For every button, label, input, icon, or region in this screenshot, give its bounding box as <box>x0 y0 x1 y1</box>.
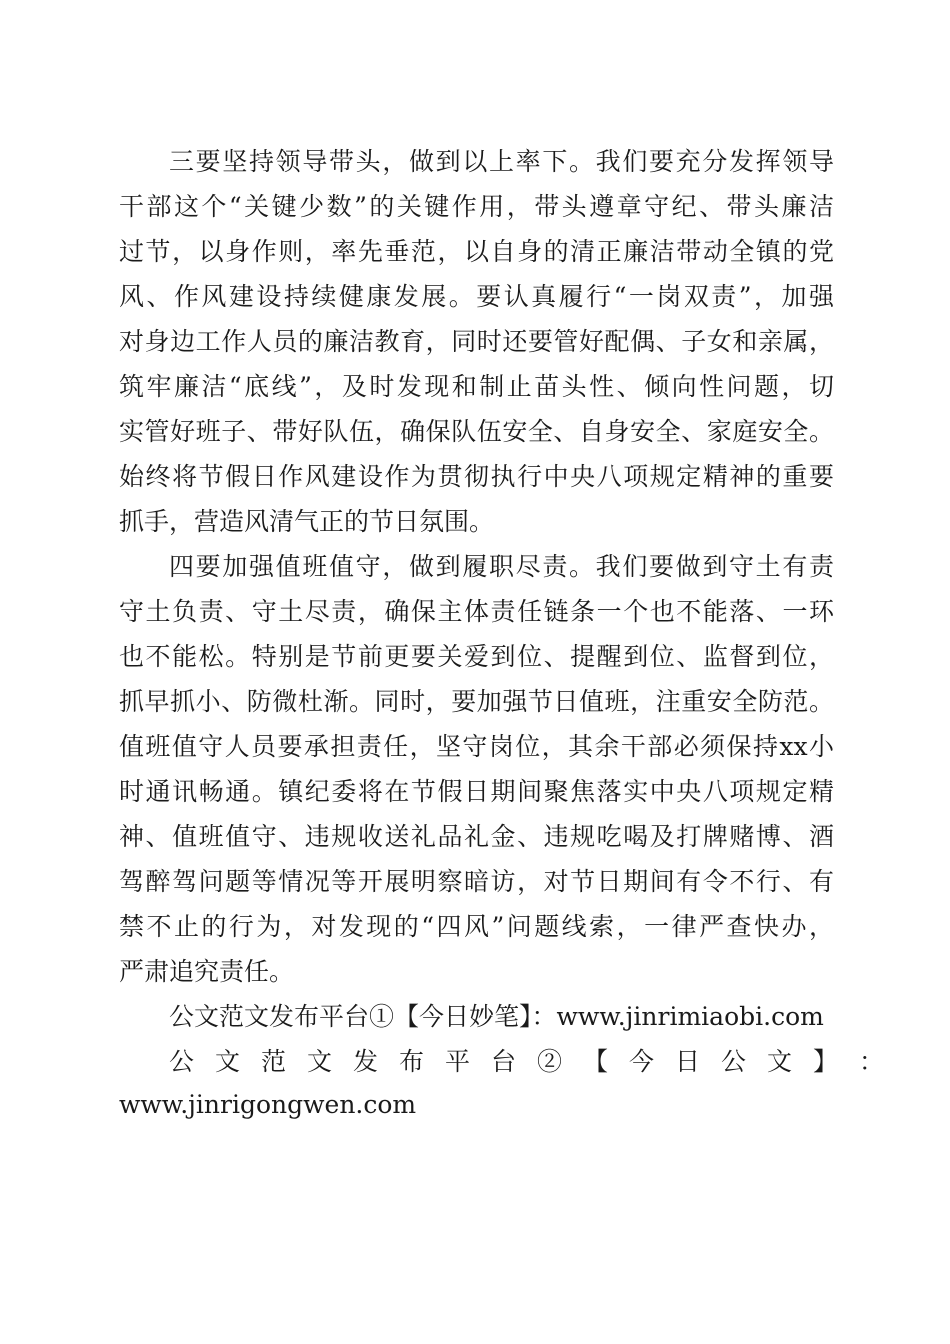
paragraph-leadership <box>119 139 834 544</box>
paragraph-line: 驾醉驾问题等情况等开展明察暗访，对节日期间有令不行、有 <box>119 867 834 896</box>
paragraph-line: 对身边工作人员的廉洁教育，同时还要管好配偶、子女和亲属， <box>119 327 834 356</box>
paragraph-duty <box>119 544 834 994</box>
platform-link-2-url: www.jinrigongwen.com <box>119 1090 417 1119</box>
paragraph-line: 抓早抓小、防微杜渐。同时，要加强节日值班，注重安全防范。 <box>119 687 834 716</box>
paragraph-line: 严肃追究责任。 <box>119 957 295 986</box>
paragraph-line: 禁不止的行为，对发现的“四风”问题线索，一律严查快办， <box>119 912 834 941</box>
paragraph-line: 值班值守人员要承担责任，坚守岗位，其余干部必须保持xx小 <box>119 732 834 761</box>
paragraph-line: 也不能松。特别是节前更要关爱到位、提醒到位、监督到位， <box>119 642 834 671</box>
paragraph-line: 过节，以身作则，率先垂范，以自身的清正廉洁带动全镇的党 <box>119 237 834 266</box>
paragraph-line: 四要加强值班值守，做到履职尽责。我们要做到守土有责 <box>169 552 834 581</box>
paragraph-line: 时通讯畅通。镇纪委将在节假日期间聚焦落实中央八项规定精 <box>119 777 834 806</box>
paragraph-line: 筑牢廉洁“底线”，及时发现和制止苗头性、倾向性问题，切 <box>119 372 834 401</box>
paragraph-line: 实管好班子、带好队伍，确保队伍安全、自身安全、家庭安全。 <box>119 417 834 446</box>
paragraph-line: 干部这个“关键少数”的关键作用，带头遵章守纪、带头廉洁 <box>119 192 834 221</box>
platform-link-1: 公文范文发布平台①【今日妙笔】：www.jinrimiaobi.com <box>169 1002 824 1031</box>
paragraph-line: 神、值班值守、违规收送礼品礼金、违规吃喝及打牌赌博、酒 <box>119 822 834 851</box>
paragraph-line: 守土负责、守土尽责，确保主体责任链条一个也不能落、一环 <box>119 597 834 626</box>
platform-link-2-label: 公 文 范 文 发 布 平 台 ② 【 今 日 公 文 】 ： <box>169 1047 884 1076</box>
paragraph-line: 风、作风建设持续健康发展。要认真履行“一岗双责”，加强 <box>119 282 834 311</box>
paragraph-line: 始终将节假日作风建设作为贯彻执行中央八项规定精神的重要 <box>119 462 834 491</box>
paragraph-line: 抓手，营造风清气正的节日氛围。 <box>119 507 495 536</box>
paragraph-line: 三要坚持领导带头，做到以上率下。我们要充分发挥领导 <box>169 147 834 176</box>
